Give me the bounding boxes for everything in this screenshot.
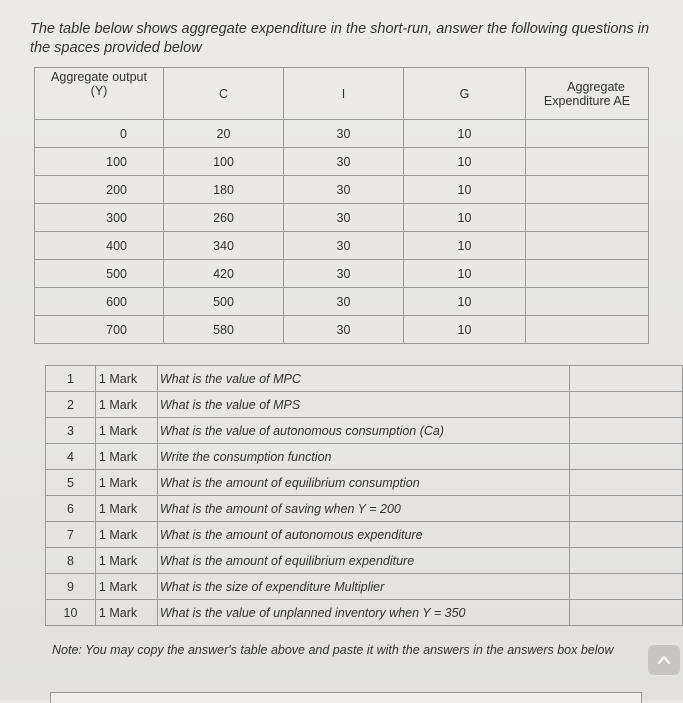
cell-g: 10 (404, 288, 526, 316)
table-row (35, 260, 649, 288)
cell-y: 0 (35, 120, 164, 148)
cell-ae-answer[interactable] (526, 120, 649, 148)
question-text: Write the consumption function (157, 444, 569, 470)
cell-g: 10 (404, 176, 526, 204)
question-number: 8 (46, 548, 96, 574)
answer-cell[interactable] (570, 418, 683, 444)
question-number: 5 (46, 470, 96, 496)
answer-cell[interactable] (570, 600, 683, 626)
cell-c: 180 (164, 176, 284, 204)
question-row (46, 392, 683, 418)
question-row (46, 548, 683, 574)
answer-cell[interactable] (570, 366, 683, 392)
table-row (35, 232, 649, 260)
header-ae (526, 68, 649, 120)
answer-cell[interactable] (570, 522, 683, 548)
cell-y: 600 (35, 288, 164, 316)
question-row (46, 444, 683, 470)
cell-ae-answer[interactable] (526, 232, 649, 260)
scroll-button[interactable] (648, 645, 680, 675)
header-ae-line2: Expenditure AE (543, 93, 631, 108)
cell-g: 10 (404, 316, 526, 344)
question-text: What is the value of autonomous consumption (Ca) (157, 418, 569, 444)
question-mark: 1 Mark (95, 470, 157, 496)
question-row (46, 470, 683, 496)
question-number: 1 (46, 366, 96, 392)
header-y-line1: Aggregate output (51, 70, 147, 84)
cell-i: 30 (284, 288, 404, 316)
cell-y: 300 (35, 204, 164, 232)
question-number: 2 (46, 392, 96, 418)
cell-ae-answer[interactable] (526, 176, 649, 204)
cell-i: 30 (284, 176, 404, 204)
cell-c: 260 (164, 204, 284, 232)
cell-g: 10 (404, 120, 526, 148)
cell-g: 10 (404, 148, 526, 176)
answer-cell[interactable] (570, 392, 683, 418)
cell-i: 30 (284, 148, 404, 176)
table-row (35, 288, 649, 316)
cell-ae-answer[interactable] (526, 204, 649, 232)
cell-i: 30 (284, 260, 404, 288)
cell-g: 10 (404, 232, 526, 260)
question-row (46, 366, 683, 392)
cell-i: 30 (284, 232, 404, 260)
chevron-up-icon (656, 652, 672, 668)
cell-c: 420 (164, 260, 284, 288)
cell-i: 30 (284, 204, 404, 232)
question-mark: 1 Mark (95, 366, 157, 392)
answer-cell[interactable] (570, 470, 683, 496)
header-ae-line1: Aggregate (567, 79, 625, 94)
cell-c: 340 (164, 232, 284, 260)
question-text: What is the amount of equilibrium expenditure (157, 548, 569, 574)
answer-cell[interactable] (570, 574, 683, 600)
question-mark: 1 Mark (95, 548, 157, 574)
question-text: What is the amount of saving when Y = 200 (157, 496, 569, 522)
question-row (46, 496, 683, 522)
question-number: 3 (46, 418, 96, 444)
expenditure-table (34, 67, 649, 344)
cell-i: 30 (284, 120, 404, 148)
cell-y: 200 (35, 176, 164, 204)
question-text: What is the value of MPS (157, 392, 569, 418)
header-c: C (164, 68, 284, 120)
question-text: What is the amount of equilibrium consumption (157, 470, 569, 496)
cell-ae-answer[interactable] (526, 148, 649, 176)
answer-cell[interactable] (570, 444, 683, 470)
question-mark: 1 Mark (95, 522, 157, 548)
question-mark: 1 Mark (95, 392, 157, 418)
header-g: G (404, 68, 526, 120)
question-row (46, 522, 683, 548)
question-text: What is the amount of autonomous expenditure (157, 522, 569, 548)
answer-cell[interactable] (570, 548, 683, 574)
cell-g: 10 (404, 204, 526, 232)
cell-y: 500 (35, 260, 164, 288)
cell-y: 100 (35, 148, 164, 176)
cell-ae-answer[interactable] (526, 260, 649, 288)
question-number: 6 (46, 496, 96, 522)
note-text: Note: You may copy the answer's table above and paste it with the answers in the answers box below (52, 643, 614, 657)
cell-c: 20 (164, 120, 284, 148)
header-aggregate-output (35, 68, 164, 120)
question-mark: 1 Mark (95, 496, 157, 522)
table-row (35, 176, 649, 204)
cell-y: 400 (35, 232, 164, 260)
question-number: 4 (46, 444, 96, 470)
table-header-row (35, 68, 649, 120)
question-text: What is the value of MPC (157, 366, 569, 392)
cell-ae-answer[interactable] (526, 316, 649, 344)
question-mark: 1 Mark (95, 418, 157, 444)
question-row (46, 574, 683, 600)
questions-table (45, 365, 683, 626)
table-row (35, 316, 649, 344)
question-number: 7 (46, 522, 96, 548)
question-mark: 1 Mark (95, 444, 157, 470)
header-i: I (284, 68, 404, 120)
question-text: What is the value of unplanned inventory when Y = 350 (157, 600, 569, 626)
cell-c: 580 (164, 316, 284, 344)
question-number: 9 (46, 574, 96, 600)
question-number: 10 (46, 600, 96, 626)
question-row (46, 600, 683, 626)
header-y-line2: (Y) (90, 84, 108, 98)
question-mark: 1 Mark (95, 600, 157, 626)
cell-ae-answer[interactable] (526, 288, 649, 316)
cell-g: 10 (404, 260, 526, 288)
table-row (35, 148, 649, 176)
question-mark: 1 Mark (95, 574, 157, 600)
table-row (35, 120, 649, 148)
question-row (46, 418, 683, 444)
intro-text: The table below shows aggregate expenditure in the short-run, answer the following questions in the spaces provided below (30, 21, 650, 56)
cell-y: 700 (35, 316, 164, 344)
answers-box[interactable] (50, 692, 642, 703)
answer-cell[interactable] (570, 496, 683, 522)
cell-c: 100 (164, 148, 284, 176)
question-text: What is the size of expenditure Multiplier (157, 574, 569, 600)
cell-c: 500 (164, 288, 284, 316)
table-row (35, 204, 649, 232)
cell-i: 30 (284, 316, 404, 344)
